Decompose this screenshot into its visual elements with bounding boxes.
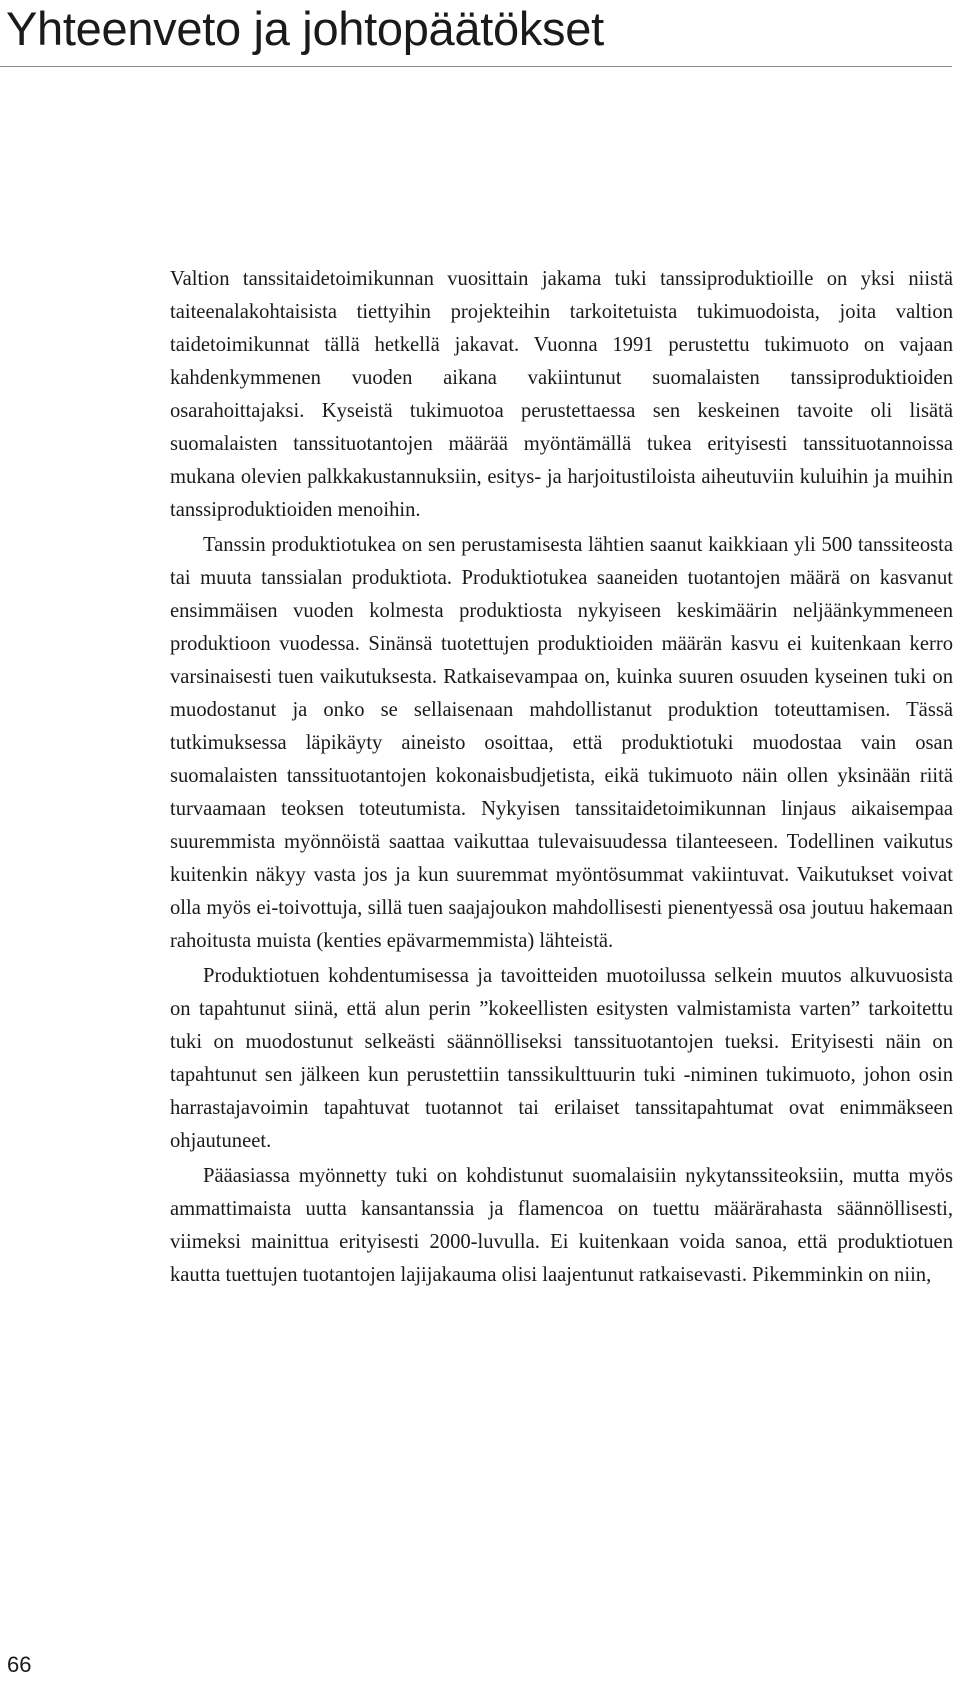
page-title: Yhteenveto ja johtopäätökset — [6, 2, 604, 55]
paragraph-2: Tanssin produktiotukea on sen perustamisesta lähtien saanut kaikkiaan yli 500 tanssiteosta tai muuta tanssialan produktiota. Produktiotukea saaneiden tuotantojen määrä on kasvanut ensimmäisen vuoden kolmesta produktiosta nykyiseen keskimäärin neljäänkymmeneen produktioon vuodessa. Sinänsä tuotettujen produktioiden määrän kasvu ei kuitenkaan kerro varsinaisesti tuen vaikutuksesta. Ratkaisevampaa on, kuinka suuren osuuden kyseinen tuki on muodostanut ja onko se sellaisenaan mahdollistanut produktion toteuttamisen. Tässä tutkimuksessa läpikäyty aineisto osoittaa, että produktiotuki muodostaa vain osan suomalaisten tanssituotantojen kokonaisbudjetista, eikä tukimuoto näin ollen yksinään riitä turvaamaan teoksen toteutumista. Nykyisen tanssitaidetoimikunnan linjaus aikaisempaa suuremmista myönnöistä saattaa vaikuttaa tulevaisuudessa tilanteeseen. Todellinen vaikutus kuitenkin näkyy vasta jos ja kun suuremmat myöntösummat vakiintuvat. Vaikutukset voivat olla myös ei-toivottuja, sillä tuen saajajoukon mahdollisesti pienentyessä osa joutuu hakemaan rahoitusta muista (kenties epävarmemmista) lähteistä. — [170, 534, 953, 952]
paragraph-3: Produktiotuen kohdentumisessa ja tavoitteiden muotoilussa selkein muutos alkuvuosista on tapahtunut siinä, että alun perin ”kokeellisten esitysten valmistamista varten” tarkoitettu tuki on muodostunut selkeästi säännölliseksi tanssituotantojen tueksi. Erityisesti näin on tapahtunut sen jälkeen kun perustettiin tanssikulttuurin tuki -niminen tukimuoto, johon osin harrastajavoimin tapahtuvat tuotannot tai erilaiset tanssitapahtumat ovat enimmäkseen ohjautuneet. — [170, 965, 953, 1152]
paragraph-1: Valtion tanssitaidetoimikunnan vuosittain jakama tuki tanssiproduktioille on yksi niistä taiteenalakohtaisista tiettyihin projekteihin tarkoitetuista tukimuodoista, joita valtion taidetoimikunnat tällä hetkellä jakavat. Vuonna 1991 perustettu tukimuoto on vajaan kahdenkymmenen vuoden aikana vakiintunut suomalaisten tanssiproduktioiden osarahoittajaksi. Kyseistä tukimuotoa perustettaessa sen keskeinen tavoite oli lisätä suomalaisten tanssituotantojen määrää myöntämällä tukea erityisesti tanssituotannoissa mukana olevien palkkakustannuksiin, esitys- ja harjoitustiloista aiheutuviin kuluihin ja muihin tanssiproduktioiden menoihin. — [170, 268, 953, 521]
page-number: 66 — [7, 1652, 32, 1677]
body-text — [170, 263, 953, 1292]
paragraph-4: Pääasiassa myönnetty tuki on kohdistunut suomalaisiin nykytanssiteoksiin, mutta myös ammattimaista uutta kansantanssia ja flamencoa on tuettu määrärahasta säännöllisesti, viimeksi mainittua erityisesti 2000-luvulla. Ei kuitenkaan voida sanoa, että produktiotuen kautta tuettujen tuotantojen lajijakauma olisi laajentunut ratkaisevasti. Pikemminkin on niin, — [170, 1165, 953, 1286]
title-divider — [0, 66, 952, 67]
